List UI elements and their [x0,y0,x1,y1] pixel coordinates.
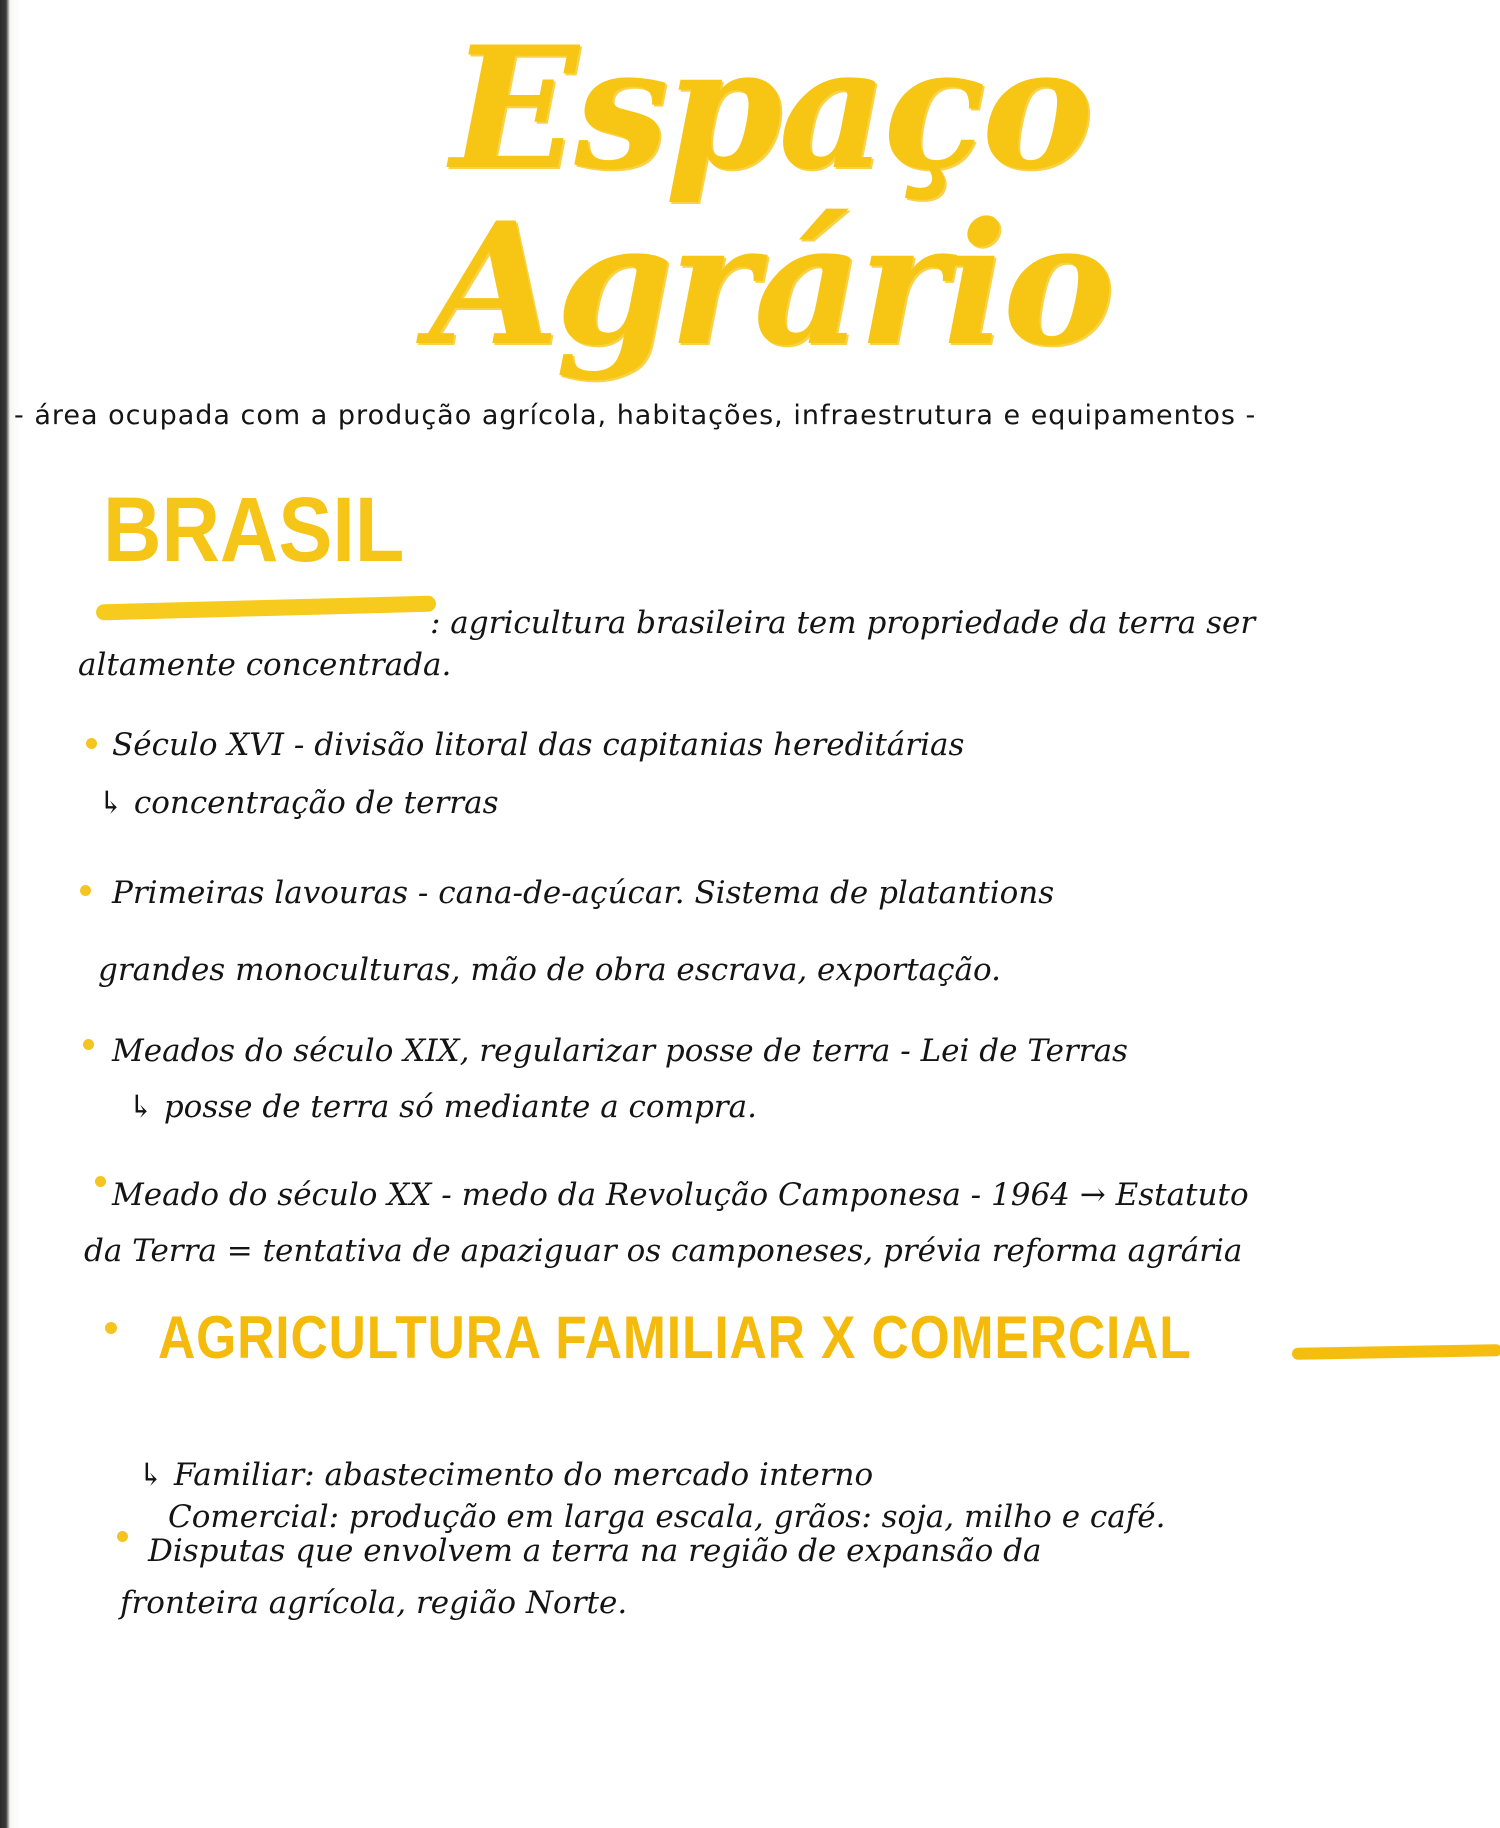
subsection-text: ↳ Familiar: abastecimento do mercado interno [138,1457,874,1493]
subsection-text: Comercial: produção em larga escala, grãos: soja, milho e café. [168,1499,1166,1535]
intro-line: altamente concentrada. [78,647,452,683]
bullet-dot [95,1176,106,1187]
heading-underline [96,596,436,621]
bullet-dot [83,1039,94,1050]
page-title: Espaço Agrário [429,9,1111,384]
bullet-dot [105,1322,117,1334]
bullet-subtext: da Terra = tentativa de apaziguar os camponeses, prévia reforma agrária [84,1233,1243,1269]
bullet-dot [86,738,97,749]
bullet-subtext: ↳ posse de terra só mediante a compra. [128,1089,757,1125]
bullet-text: Meado do século XX - medo da Revolução Camponesa - 1964 → Estatuto [112,1177,1249,1213]
bullet-text: Disputas que envolvem a terra na região de expansão da [148,1533,1042,1569]
bullet-subtext: fronteira agrícola, região Norte. [120,1585,628,1621]
bullet-dot [80,885,91,896]
bullet-text: Meados do século XIX, regularizar posse de terra - Lei de Terras [112,1033,1128,1069]
section-heading: BRASIL [103,479,405,581]
heading-line [1292,1344,1500,1360]
subsection-heading: AGRICULTURA FAMILIAR X COMERCIAL [158,1304,1192,1371]
bullet-text: Século XVI - divisão litoral das capitanias hereditárias [112,727,965,763]
intro-line: : agricultura brasileira tem propriedade da terra ser [430,605,1256,641]
bullet-subtext: grandes monoculturas, mão de obra escrava, exportação. [98,952,1001,988]
bullet-subtext: ↳ concentração de terras [98,785,499,821]
definition-text: - área ocupada com a produção agrícola, habitações, infraestrutura e equipamentos - [14,400,1257,431]
bullet-text: Primeiras lavouras - cana-de-açúcar. Sistema de platantions [112,875,1055,911]
bullet-dot [117,1531,128,1542]
